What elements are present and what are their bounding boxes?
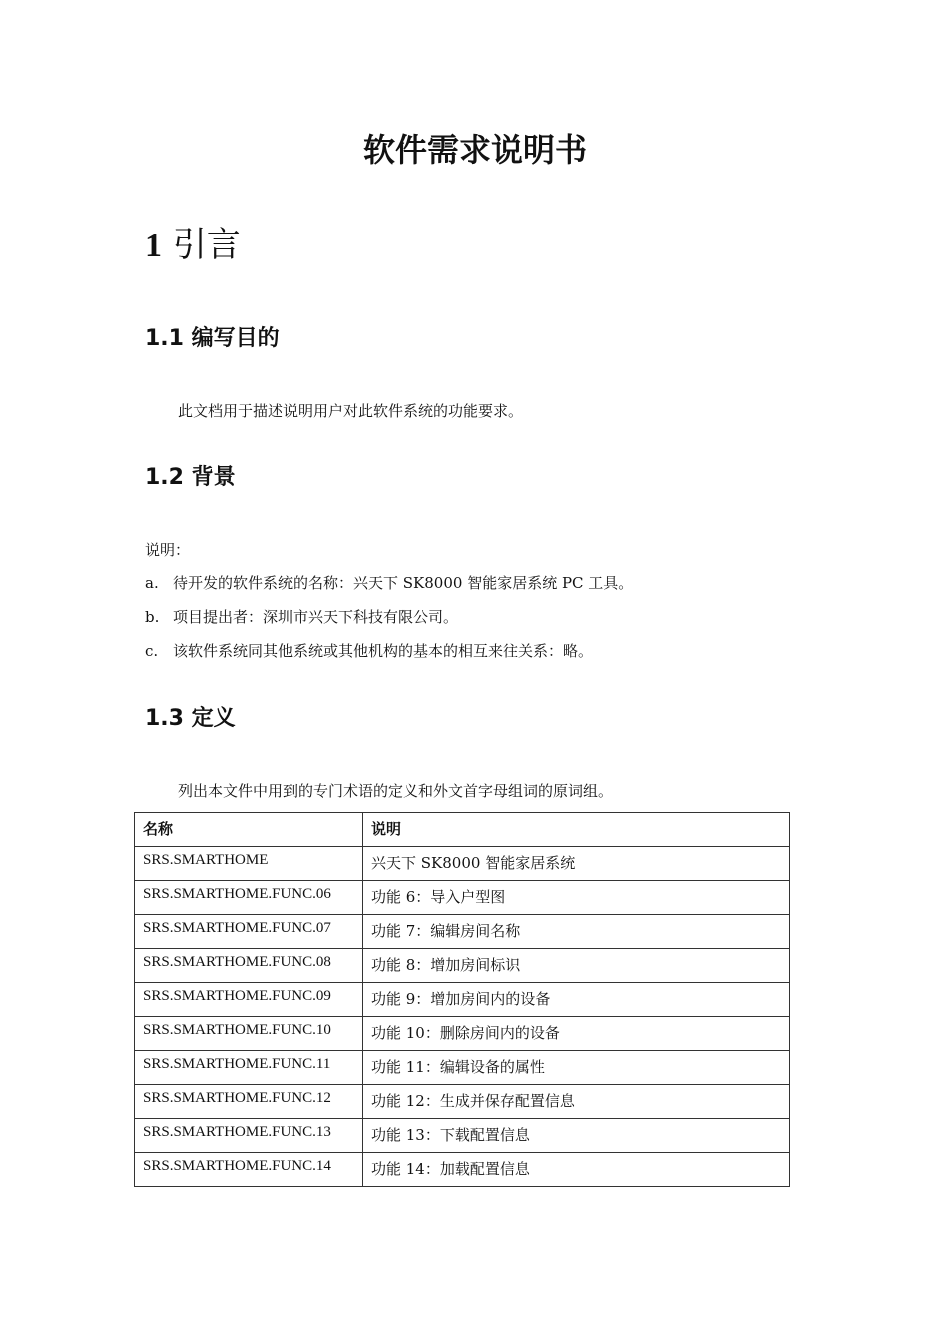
list-item-text: 待开发的软件系统的名称：兴天下 SK8000 智能家居系统 PC 工具。 [173, 574, 634, 592]
cell-description: 兴天下 SK8000 智能家居系统 [363, 847, 790, 881]
list-item [145, 640, 593, 662]
cell-description: 功能 10：删除房间内的设备 [363, 1017, 790, 1051]
cell-name: SRS.SMARTHOME.FUNC.11 [135, 1051, 363, 1085]
section-1-heading [145, 222, 241, 269]
table-row [135, 1119, 790, 1153]
cell-description: 功能 11：编辑设备的属性 [363, 1051, 790, 1085]
section-1-1-text: 此文档用于描述说明用户对此软件系统的功能要求。 [178, 402, 524, 420]
table-row [135, 881, 790, 915]
header-name: 名称 [135, 813, 363, 847]
cell-name: SRS.SMARTHOME.FUNC.13 [135, 1119, 363, 1153]
cell-name: SRS.SMARTHOME.FUNC.14 [135, 1153, 363, 1187]
section-1-2-heading: 1.2 背景 [145, 465, 236, 490]
table-header-row [135, 813, 790, 847]
definitions-table [134, 812, 790, 1187]
table-row [135, 949, 790, 983]
list-item [145, 606, 458, 628]
table-row [135, 915, 790, 949]
cell-name: SRS.SMARTHOME.FUNC.12 [135, 1085, 363, 1119]
cell-description: 功能 12：生成并保存配置信息 [363, 1085, 790, 1119]
cell-description: 功能 8：增加房间标识 [363, 949, 790, 983]
section-1-number: 1 [145, 227, 162, 264]
cell-name: SRS.SMARTHOME.FUNC.08 [135, 949, 363, 983]
cell-name: SRS.SMARTHOME.FUNC.07 [135, 915, 363, 949]
table-row [135, 1017, 790, 1051]
section-1-3-text: 列出本文件中用到的专门术语的定义和外文首字母组词的原词组。 [178, 782, 614, 800]
section-1-1-heading: 1.1 编写目的 [145, 326, 280, 351]
cell-description: 功能 6：导入户型图 [363, 881, 790, 915]
header-description: 说明 [363, 813, 790, 847]
list-item-text: 该软件系统同其他系统或其他机构的基本的相互来往关系：略。 [173, 642, 594, 660]
cell-description: 功能 7：编辑房间名称 [363, 915, 790, 949]
section-1-3-heading: 1.3 定义 [145, 706, 236, 731]
cell-name: SRS.SMARTHOME.FUNC.09 [135, 983, 363, 1017]
section-1-title: 引言 [172, 225, 241, 265]
table-row [135, 1051, 790, 1085]
list-item [145, 572, 633, 594]
table-row [135, 983, 790, 1017]
list-item-text: 项目提出者：深圳市兴天下科技有限公司。 [173, 608, 459, 626]
list-marker: b. [145, 608, 160, 626]
list-marker: a. [145, 574, 159, 592]
cell-description: 功能 9：增加房间内的设备 [363, 983, 790, 1017]
cell-name: SRS.SMARTHOME [135, 847, 363, 881]
section-1-2-intro: 说明： [145, 541, 191, 559]
table-row [135, 1153, 790, 1187]
cell-description: 功能 14：加载配置信息 [363, 1153, 790, 1187]
table-row [135, 1085, 790, 1119]
list-marker: c. [145, 642, 159, 660]
cell-name: SRS.SMARTHOME.FUNC.06 [135, 881, 363, 915]
document-title: 软件需求说明书 [362, 131, 587, 169]
table-row [135, 847, 790, 881]
cell-name: SRS.SMARTHOME.FUNC.10 [135, 1017, 363, 1051]
cell-description: 功能 13：下载配置信息 [363, 1119, 790, 1153]
